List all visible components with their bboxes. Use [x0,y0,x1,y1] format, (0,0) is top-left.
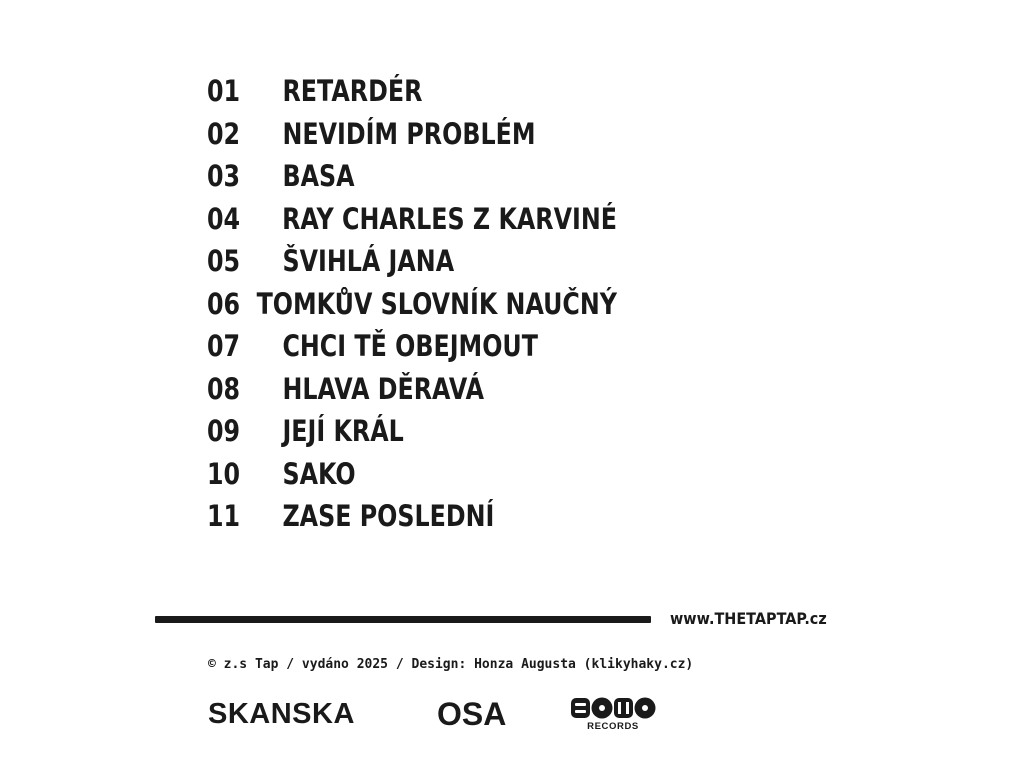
track-number: 02 [207,116,241,151]
track-number: 08 [207,371,241,406]
track-number: 06 [207,286,241,321]
track-number: 11 [207,499,241,534]
track-title: JEJÍ KRÁL [282,414,404,449]
track-title: SAKO [282,456,356,491]
website-link[interactable]: www.THETAPTAP.cz [670,609,827,628]
sono-records-logo [570,697,656,731]
track-number: 01 [207,74,241,109]
track-row [207,155,617,198]
track-row [207,368,617,411]
skanska-logo: SKANSKA [208,698,355,730]
track-row [207,240,617,283]
credits-line: © z.s Tap / vydáno 2025 / Design: Honza Augusta (klikyhaky.cz) [208,657,694,672]
track-number: 07 [207,329,241,364]
track-row [207,495,617,538]
osa-logo: OSA [437,696,507,732]
track-number: 05 [207,244,241,279]
records-wordmark: RECORDS [587,721,639,731]
track-title: RETARDÉR [282,74,423,109]
track-row [207,283,617,326]
track-title: TOMKŮV SLOVNÍK NAUČNÝ [256,286,617,321]
track-number: 09 [207,414,241,449]
track-number: 04 [207,201,241,236]
divider-bar [155,616,651,623]
track-title: BASA [282,159,355,194]
track-row [207,453,617,496]
track-number: 10 [207,456,241,491]
track-number: 03 [207,159,241,194]
track-row [207,70,617,113]
tracklist [207,70,707,538]
track-title: CHCI TĚ OBEJMOUT [282,329,538,364]
track-row [207,113,617,156]
track-row [207,410,617,453]
track-title: ŠVIHLÁ JANA [282,244,455,279]
track-row [207,198,617,241]
sponsor-logos [208,695,668,735]
track-title: ZASE POSLEDNÍ [282,499,495,534]
track-title: RAY CHARLES Z KARVINÉ [282,201,617,236]
track-row [207,325,617,368]
track-title: HLAVA DĚRAVÁ [282,371,485,406]
track-title: NEVIDÍM PROBLÉM [282,116,536,151]
